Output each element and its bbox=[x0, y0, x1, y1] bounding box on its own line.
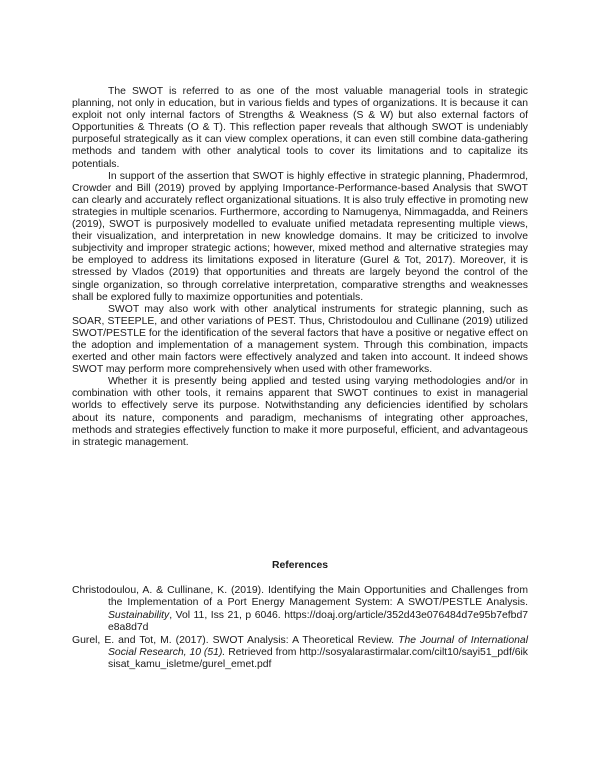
reference-link[interactable]: https://doaj.org/article/352d43e076484d7e95b7efbd7e8a8d7d bbox=[108, 609, 529, 634]
reference-details: Retrieved from bbox=[225, 647, 297, 659]
reference-item bbox=[72, 585, 528, 635]
paragraph-conclusion: Whether it is presently being applied and tested using varying methodologies and/or in combination with other tools, it remains apparent that SWOT continues to exist in managerial worlds to effectively serve its purpose. Notwithstanding any deficiencies identified by scholars about its nature, components and paradigm, mechanisms of integrating other approaches, methods and strategies effectively function to make it more purposeful, efficient, and advantageous in strategic management. bbox=[72, 376, 528, 448]
paragraph-intro: The SWOT is referred to as one of the most valuable managerial tools in strategic planning, not only in education, but in various fields and types of organizations. It is because it can exploit not only internal factors of Strengths & Weakness (S & W) but also external factors of Opportunities & Threats (O & T). This reflection paper reveals that although SWOT is undeniably purposeful strategically as it can view complex operations, it can even still combine data-gathering methods and tandem with other analytical tools to cover its limitations and to capitalize its potentials. bbox=[72, 86, 528, 170]
reference-journal: The Journal of International Social Research, 10 (51). bbox=[108, 634, 529, 659]
references-heading: References bbox=[271, 560, 329, 571]
paragraph-support: In support of the assertion that SWOT is highly effective in strategic planning, Phadermrod, Crowder and Bill (2019) proved by applying Importance-Performance-based Analysis that SWOT can clearly and accurately reflect organizational situations. It is also truly effective in promoting new strategies in multiple scenarios. Furthermore, according to Namugenya, Nimmagadda, and Reiners (2019), SWOT is purposively modelled to evaluate unified metadata representing multiple views, their visualization, and interpretation in new knowledge domains. It may be criticized to involve subjectivity and improper strategic actions; however, mixed method and alternative strategies may be employed to address its limitations exposed in literature (Gurel & Tot, 2017). Moreover, it is stressed by Vlados (2019) that opportunities and threats are largely beyond the control of the single organization, so through correlative interpretation, comparative strengths and weaknesses shall be explored fully to maximize opportunities and potentials. bbox=[72, 170, 528, 303]
reference-text: Christodoulou, A. & Cullinane, K. (2019). Identifying the Main Opportunities and Challenges from the Implementation of a Port Energy Management System: A SWOT/PESTLE Analysis. bbox=[72, 585, 528, 609]
reference-link[interactable]: http://sosyalarastirmalar.com/cilt10/sayi51_pdf/6iksisat_kamu_isletme/gurel_emet.pdf bbox=[108, 647, 529, 671]
reference-text: Gurel, E. and Tot, M. (2017). SWOT Analysis: A Theoretical Review. bbox=[72, 634, 395, 646]
reference-journal: Sustainability bbox=[108, 609, 170, 621]
paragraph-tools: SWOT may also work with other analytical instruments for strategic planning, such as SOAR, STEEPLE, and other variations of PEST. Thus, Christodoulou and Cullinane (2019) utilized SWOT/PESTLE for the identification of the several factors that have a positive or negative effect on the adoption and implementation of a management system. Through this combination, impacts exerted and other main factors were effectively analyzed and taken into account. It indeed shows SWOT may perform more comprehensively when used with other frameworks. bbox=[72, 303, 528, 376]
reference-details: , Vol 11, Iss 21, p 6046. bbox=[169, 609, 281, 621]
references-list bbox=[72, 585, 528, 672]
reference-item bbox=[72, 635, 528, 672]
body-text bbox=[72, 86, 528, 449]
